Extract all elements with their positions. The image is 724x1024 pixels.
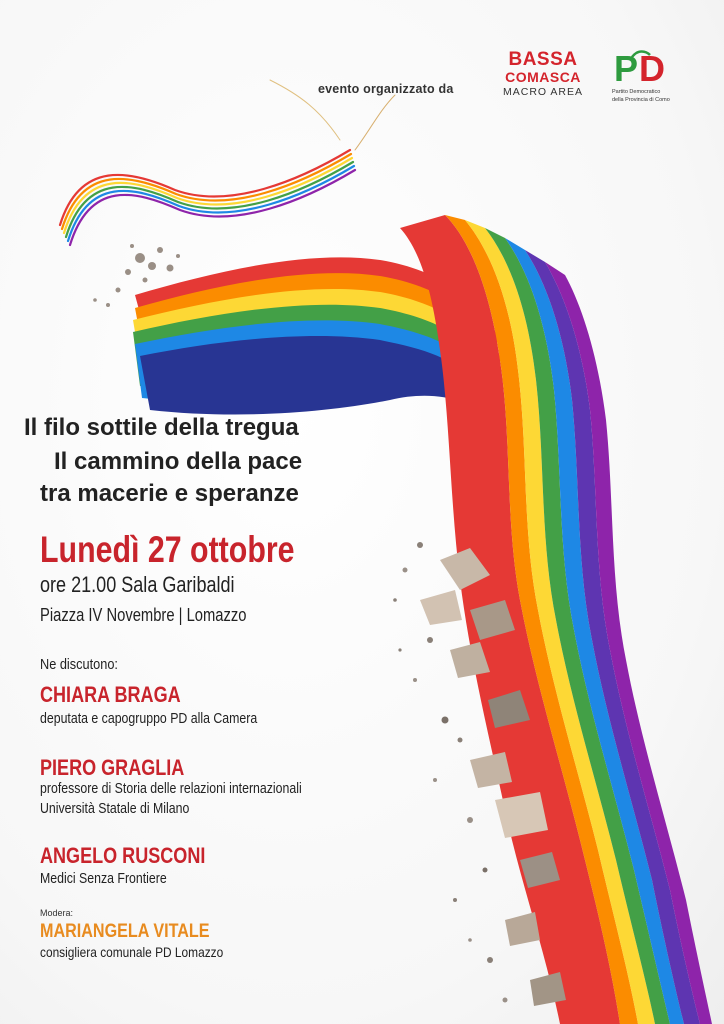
event-date: Lunedì 27 ottobre [40, 529, 295, 570]
organizer-label: evento organizzato da [318, 82, 454, 96]
moderator-label: Modera: [40, 908, 74, 918]
event-time-venue: ore 21.00 Sala Garibaldi [40, 572, 235, 597]
speaker-3-name: ANGELO RUSCONI [40, 843, 206, 868]
title-line-2: Il cammino della pace [54, 448, 303, 475]
event-address: Piazza IV Novembre | Lomazzo [40, 605, 247, 625]
title-line-3: tra macerie e speranze [40, 480, 299, 507]
svg-text:D: D [639, 48, 665, 87]
logo-bassa-line3: MACRO AREA [502, 86, 583, 98]
bassa-comasca-logo [497, 50, 589, 100]
speaker-1-role: deputata e capogruppo PD alla Camera [40, 711, 258, 727]
speaker-3-role: Medici Senza Frontiere [40, 871, 167, 887]
pd-subtitle-1: Partito Democratico [612, 89, 661, 95]
logo-bassa-line2: COMASCA [505, 69, 581, 85]
moderator-role: consigliera comunale PD Lomazzo [40, 944, 224, 960]
speaker-2-role: professore di Storia delle relazioni internazionali [40, 781, 302, 797]
speaker-2-role-2: Università Statale di Milano [40, 801, 190, 817]
pd-mark-icon [612, 47, 670, 87]
pd-subtitle-2: della Provincia di Como [612, 97, 670, 103]
title-line-1: Il filo sottile della tregua [24, 414, 299, 441]
speaker-1-name: CHIARA BRAGA [40, 682, 181, 707]
speakers-label: Ne discutono: [40, 656, 118, 673]
pd-logo [612, 47, 680, 103]
moderator-name: MARIANGELA VITALE [40, 921, 210, 942]
speaker-2-name: PIERO GRAGLIA [40, 755, 185, 780]
frayed-strand [60, 80, 395, 245]
logo-bassa-line1: BASSA [508, 49, 578, 70]
svg-text:P: P [614, 48, 639, 87]
